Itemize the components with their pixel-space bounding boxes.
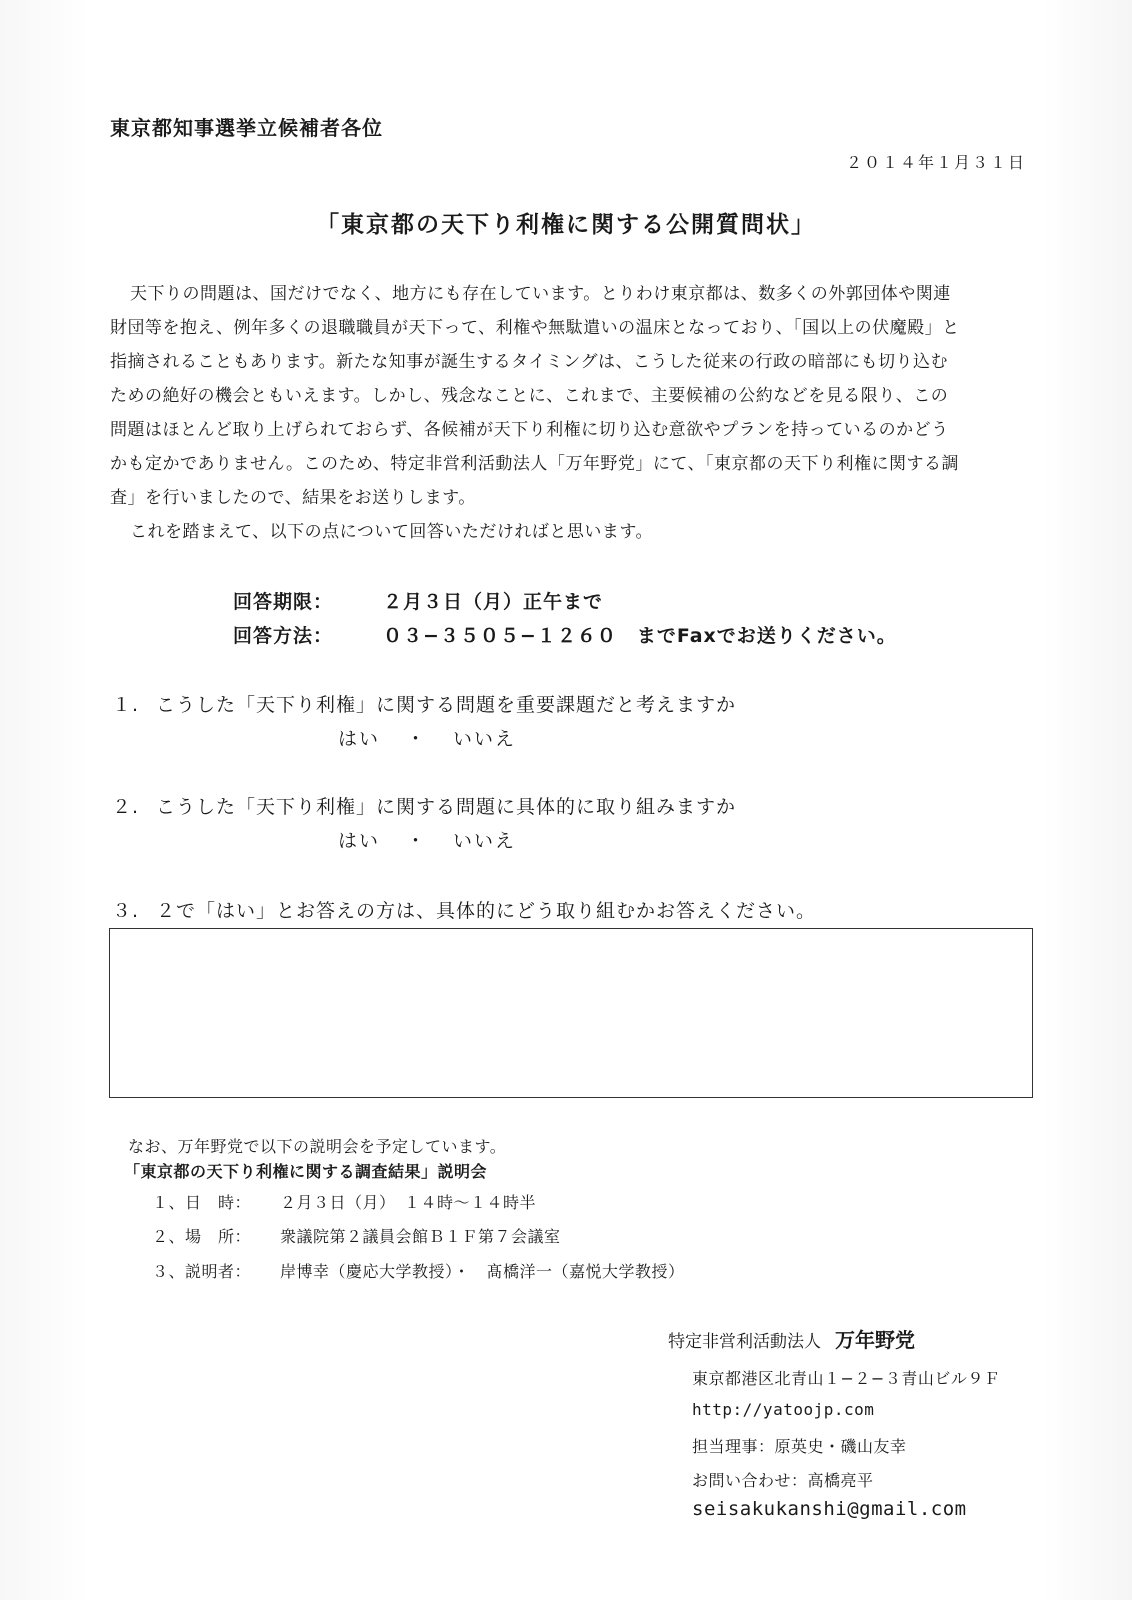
signature-url[interactable]: http://yatoojp.com	[692, 1400, 875, 1419]
briefing-item-place	[152, 1224, 561, 1247]
choice-yes[interactable]: はい	[338, 830, 381, 852]
deadline-value: ２月３日（月）正午まで	[383, 591, 604, 613]
body-paragraph	[110, 277, 1028, 549]
question-1-choices[interactable]	[338, 724, 516, 751]
question-text: ２で「はい」とお答えの方は、具体的にどう取り組むかお答えください。	[156, 900, 817, 922]
choice-separator: ・	[406, 830, 428, 852]
briefing-item-datetime	[152, 1190, 536, 1213]
question-2	[112, 792, 736, 819]
body-line: 指摘されることもあります。新たな知事が誕生するタイミングは、こうした従来の行政の暗部にも切り込む	[110, 352, 948, 372]
briefing-intro: なお、万年野党で以下の説明会を予定しています。	[128, 1137, 507, 1156]
signature-address: 東京都港区北青山１−２−３青山ビル９Ｆ	[692, 1369, 1001, 1388]
body-line: ための絶好の機会ともいえます。しかし、残念なことに、これまで、主要候補の公約などを見る限り、この	[110, 386, 949, 406]
method-label: 回答方法：	[233, 625, 334, 647]
signature-email[interactable]: seisakukanshi@gmail.com	[692, 1498, 967, 1520]
question-number: １.	[112, 694, 140, 716]
briefing-title: 「東京都の天下り利権に関する調査結果」説明会	[124, 1162, 488, 1181]
body-line: 天下りの問題は、国だけでなく、地方にも存在しています。とりわけ東京都は、数多くの外郭団体や関連	[130, 284, 951, 304]
choice-no[interactable]: いいえ	[453, 830, 517, 852]
question-number: ３.	[112, 900, 140, 922]
deadline-label: 回答期限：	[233, 591, 334, 613]
response-deadline	[233, 587, 603, 614]
org-name: 万年野党	[835, 1328, 915, 1352]
body-line: 問題はほとんど取り上げられておらず、各候補が天下り利権に切り込む意欲やプランを持っているのかどう	[110, 420, 949, 440]
signature-contact: お問い合わせ：高橋亮平	[692, 1471, 874, 1490]
body-line: 査」を行いましたので、結果をお送りします。	[110, 488, 476, 508]
org-type: 特定非営利活動法人	[668, 1332, 821, 1352]
addressee: 東京都知事選挙立候補者各位	[110, 116, 383, 140]
question-number: ２.	[112, 796, 140, 818]
choice-no[interactable]: いいえ	[453, 728, 517, 750]
briefing-item-key: ２、場 所：	[152, 1227, 252, 1246]
question-text: こうした「天下り利権」に関する問題に具体的に取り組みますか	[156, 796, 737, 818]
briefing-item-value: 岸博幸（慶応大学教授）・ 髙橋洋一（嘉悦大学教授）	[280, 1262, 685, 1281]
choice-separator: ・	[406, 728, 428, 750]
signature-directors: 担当理事：原英史・磯山友幸	[692, 1437, 907, 1456]
question-2-choices[interactable]	[338, 826, 516, 853]
page-title: 「東京都の天下り利権に関する公開質問状」	[316, 212, 816, 238]
method-value: ０３−３５０５−１２６０ までFaxでお送りください。	[383, 625, 897, 647]
signature-org	[668, 1324, 915, 1353]
question-1	[112, 690, 736, 717]
body-line: かも定かでありません。このため、特定非営利活動法人「万年野党」にて、「東京都の天下り利権に関する調	[110, 454, 959, 474]
briefing-item-key: １、日 時：	[152, 1193, 252, 1212]
choice-yes[interactable]: はい	[338, 728, 381, 750]
question-text: こうした「天下り利権」に関する問題を重要課題だと考えますか	[156, 694, 737, 716]
briefing-item-speakers	[152, 1259, 685, 1282]
document-date: ２０１４年１月３１日	[845, 153, 1026, 172]
answer-box[interactable]	[109, 928, 1033, 1098]
briefing-item-value: 衆議院第２議員会館Ｂ１Ｆ第７会議室	[280, 1227, 561, 1246]
body-line: 財団等を抱え、例年多くの退職職員が天下って、利権や無駄遣いの温床となっており、「国以上の伏魔殿」と	[110, 318, 960, 338]
question-3	[112, 896, 816, 923]
briefing-item-key: ３、説明者：	[152, 1262, 252, 1281]
response-method	[233, 621, 897, 648]
briefing-item-value: ２月３日（月） １４時〜１４時半	[280, 1193, 537, 1212]
closing-line: これを踏まえて、以下の点について回答いただければと思います。	[130, 522, 653, 542]
